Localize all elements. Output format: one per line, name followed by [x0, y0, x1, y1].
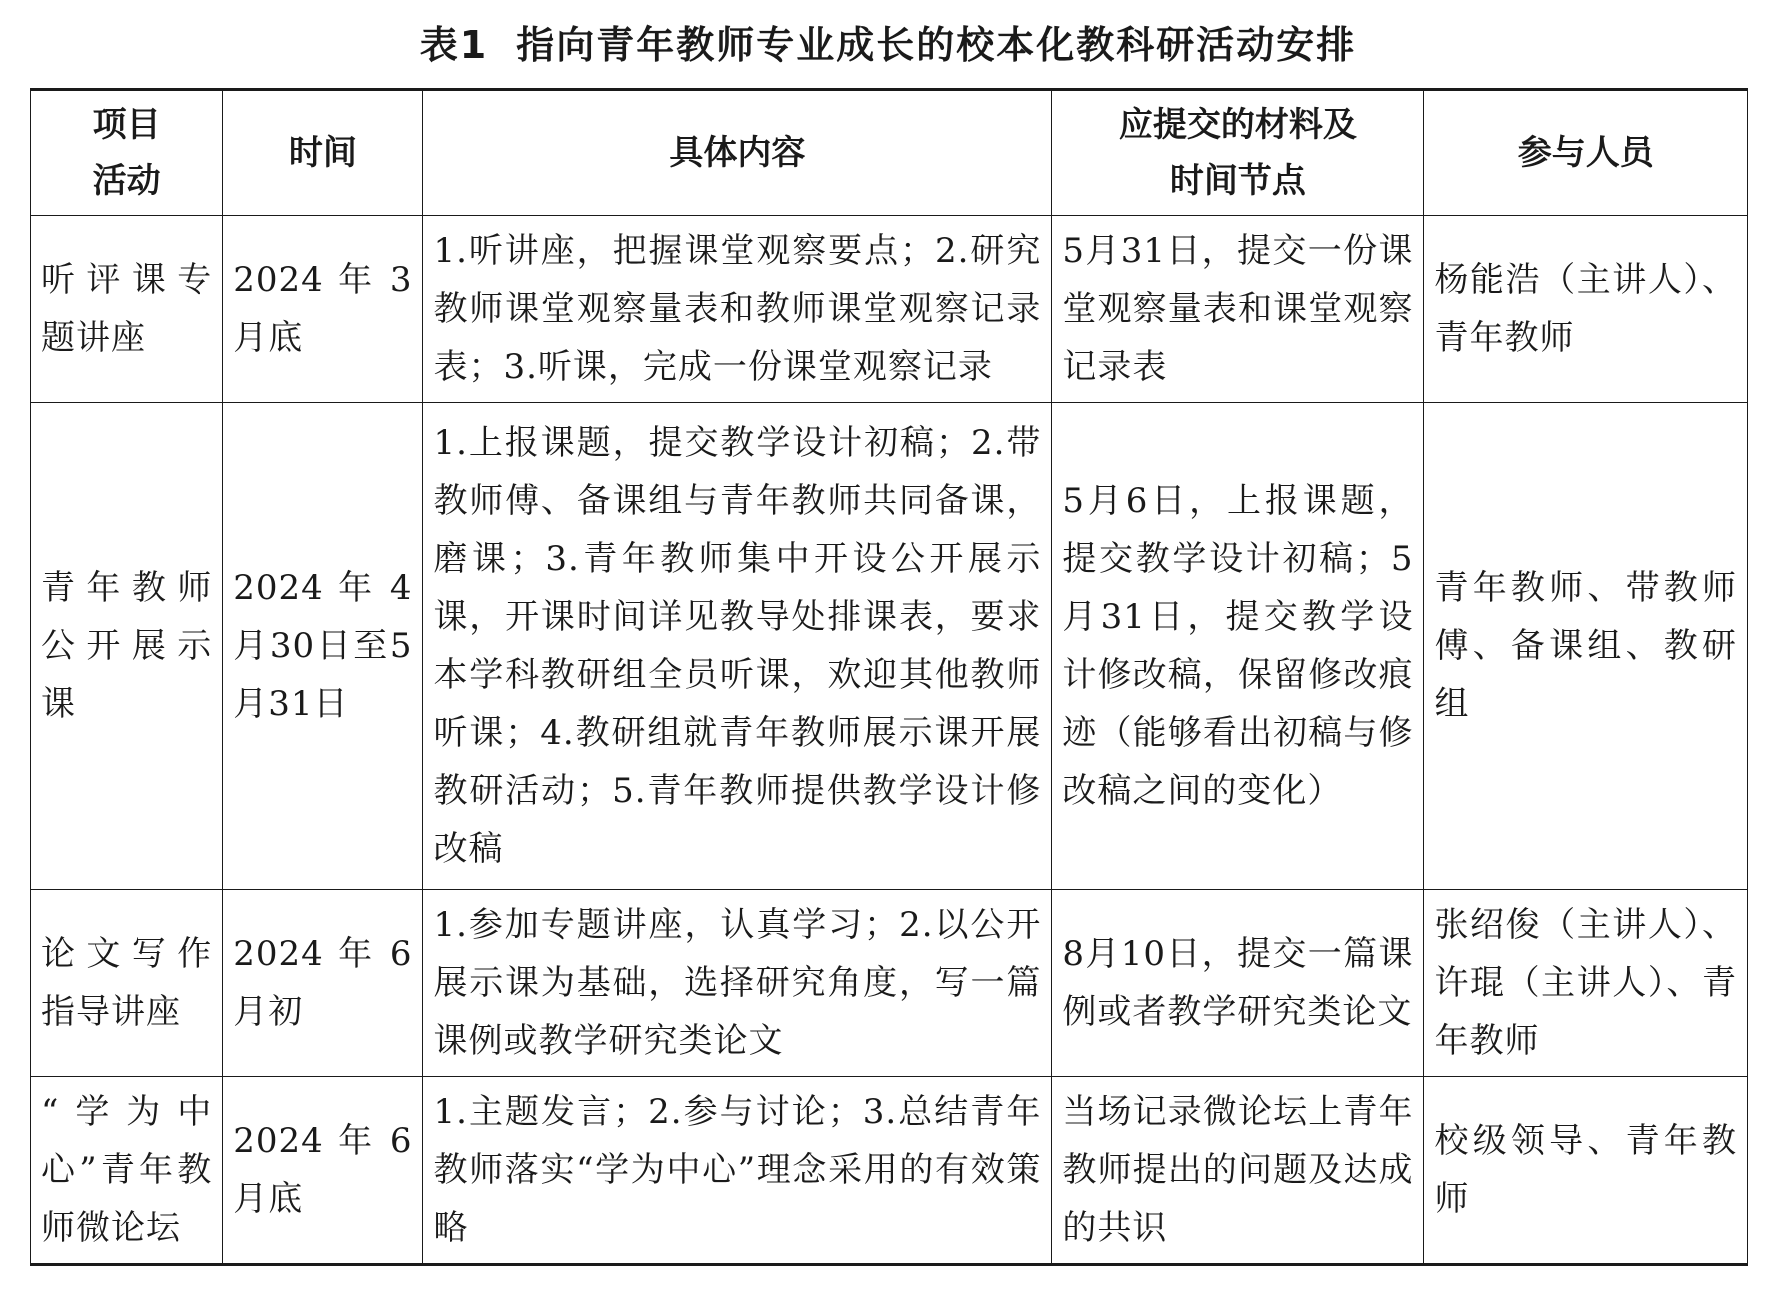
header-content: 具体内容: [423, 90, 1052, 216]
cell-time: 2024 年 4 月30日至5月31日: [223, 403, 423, 890]
cell-materials: 当场记录微论坛上青年教师提出的问题及达成的共识: [1052, 1077, 1424, 1265]
table-caption: 指向青年教师专业成长的校本化教科研活动安排: [516, 23, 1357, 67]
cell-materials: 5月31日，提交一份课堂观察量表和课堂观察记录表: [1052, 216, 1424, 403]
table-header-row: [31, 90, 1748, 216]
header-materials: [1052, 90, 1424, 216]
activity-table: [30, 88, 1748, 1266]
header-time: 时间: [223, 90, 423, 216]
table-number: 表1: [419, 23, 489, 67]
cell-time: 2024 年 3 月底: [223, 216, 423, 403]
cell-participants: 张绍俊（主讲人）、许琨（主讲人）、青年教师: [1424, 890, 1748, 1077]
cell-content: 1.参加专题讲座，认真学习；2.以公开展示课为基础，选择研究角度，写一篇课例或教学研究类论文: [423, 890, 1052, 1077]
cell-project: 听评课专题讲座: [31, 216, 223, 403]
table-title: [0, 14, 1776, 69]
table-row: [31, 216, 1748, 403]
cell-project: “学为中心”青年教师微论坛: [31, 1077, 223, 1265]
cell-participants: 杨能浩（主讲人）、青年教师: [1424, 216, 1748, 403]
cell-materials: 8月10日，提交一篇课例或者教学研究类论文: [1052, 890, 1424, 1077]
cell-project: 青年教师公开展示课: [31, 403, 223, 890]
table-row: [31, 890, 1748, 1077]
cell-project: 论文写作指导讲座: [31, 890, 223, 1077]
header-participants: 参与人员: [1424, 90, 1748, 216]
table-row: [31, 1077, 1748, 1265]
cell-content: 1.上报课题，提交教学设计初稿；2.带教师傅、备课组与青年教师共同备课，磨课；3.青年教师集中开设公开展示课，开课时间详见教导处排课表，要求本学科教研组全员听课，欢迎其他教师听课；4.教研组就青年教师展示课开展教研活动；5.青年教师提供教学设计修改稿: [423, 403, 1052, 890]
header-project: [31, 90, 223, 216]
cell-time: 2024 年 6 月底: [223, 1077, 423, 1265]
cell-participants: 青年教师、带教师傅、备课组、教研组: [1424, 403, 1748, 890]
header-project-line1: 项目: [92, 105, 161, 145]
cell-time: 2024 年 6 月初: [223, 890, 423, 1077]
cell-materials: 5月6日，上报课题，提交教学设计初稿；5月31日，提交教学设计修改稿，保留修改痕迹（能够看出初稿与修改稿之间的变化）: [1052, 403, 1424, 890]
cell-content: 1.主题发言；2.参与讨论；3.总结青年教师落实“学为中心”理念采用的有效策略: [423, 1077, 1052, 1265]
header-materials-line1: 应提交的材料及: [1118, 105, 1357, 145]
header-project-line2: 活动: [92, 161, 161, 201]
header-materials-line2: 时间节点: [1169, 161, 1306, 201]
table-row: [31, 403, 1748, 890]
cell-participants: 校级领导、青年教师: [1424, 1077, 1748, 1265]
cell-content: 1.听讲座，把握课堂观察要点；2.研究教师课堂观察量表和教师课堂观察记录表；3.听课，完成一份课堂观察记录: [423, 216, 1052, 403]
